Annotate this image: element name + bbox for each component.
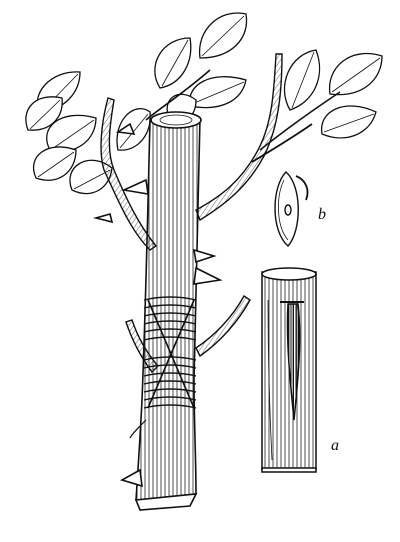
leaf xyxy=(284,50,319,110)
figure-label-b: b xyxy=(318,206,326,223)
lower-right-shoot xyxy=(196,296,250,356)
figure-label-a: a xyxy=(331,437,339,454)
leaf-cluster-top xyxy=(146,13,247,121)
leaf xyxy=(190,77,246,108)
stock-cut-detail xyxy=(262,268,316,472)
leaf xyxy=(155,38,191,88)
cut-top xyxy=(151,112,201,128)
bud-shield-detail xyxy=(275,172,308,246)
leaf xyxy=(322,106,376,138)
